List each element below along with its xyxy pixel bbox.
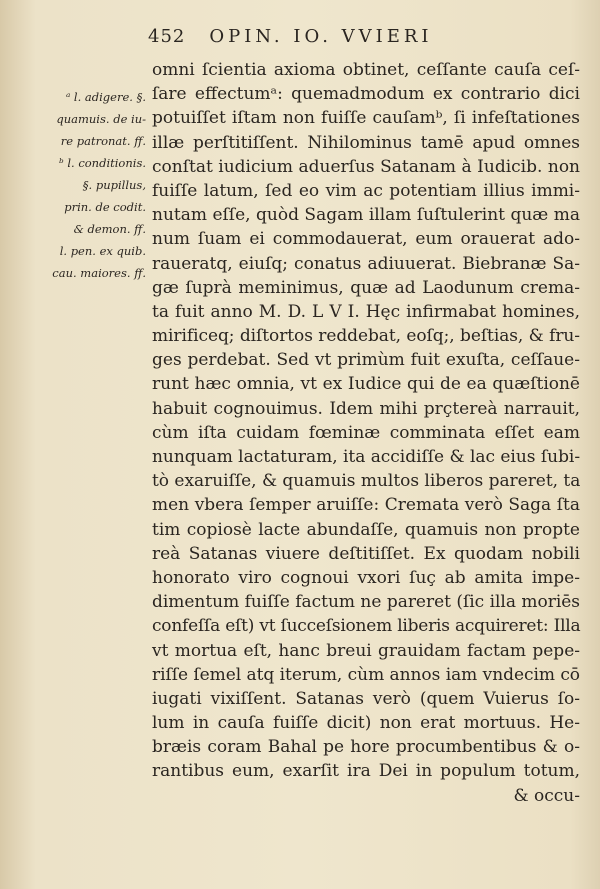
text-line: conſtat iudicium aduerſus Satanam à Iudicib. non (152, 156, 580, 177)
text-line: illæ perſtitiſſent. Nihilominus tamē apud omnes (152, 132, 580, 153)
page-number: 452 (148, 26, 186, 47)
text-line: mirificeq; diſtortos reddebat, eoſq;, beſtias, & fru- (152, 326, 580, 347)
text-line: confeſſa eſt) vt ſucceſsionem liberis acquireret: Illa (152, 616, 581, 637)
margin-note: ᵇ l. conditionis. (59, 156, 146, 170)
text-line: nutam eſſe, quòd Sagam illam ſuſtulerint quæ ma (152, 205, 580, 226)
text-line: nunquam lactaturam, ita accidiſſe & lac eius ſubi- (152, 447, 581, 467)
text-line: men vbera ſemper aruiſſe: Cremata verò Saga ſta (152, 495, 580, 516)
margin-note: l. pen. ex quib. (59, 244, 146, 258)
text-line: vt mortua eſt, hanc breui grauidam factam pepe- (152, 640, 580, 661)
margin-note: prin. de codit. (64, 200, 146, 214)
text-line: lum in cauſa fuiſſe dicit) non erat mortuus. He- (152, 713, 580, 734)
text-line: rantibus eum, exarſit ira Dei in populum totum, (152, 761, 580, 782)
text-line: tò exaruiſſe, & quamuis multos liberos pareret, ta (152, 471, 581, 492)
text-line: ges perdebat. Sed vt primùm fuit exuſta, ceſſaue- (152, 350, 580, 371)
text-line: raueratq, eiuſq; conatus adiuuerat. Biebranæ Sa- (152, 253, 580, 274)
margin-note: re patronat. ff. (60, 134, 146, 148)
text-line: riſſe ſemel atq iterum, cùm annos iam vndecim cō (152, 664, 580, 685)
text-line: num ſuam ei commodauerat, eum orauerat ado- (152, 229, 580, 250)
text-line: omni ſcientia axioma obtinet, ceſſante cauſa ceſ- (152, 60, 580, 80)
text-line: tim copiosè lacte abundaſſe, quamuis non propte (152, 519, 580, 540)
text-line: gæ ſuprà meminimus, quæ ad Laodunum crema- (152, 277, 580, 298)
catchword: & occu- (513, 785, 580, 806)
text-line: potuiſſet iſtam non fuiſſe cauſamᵇ, ſi infeſtationes (152, 108, 580, 129)
text-line: honorato viro cognoui vxori ſuç ab amita impe- (152, 567, 580, 588)
margin-note: & demon. ff. (73, 222, 146, 236)
margin-note: cau. maiores. ff. (52, 266, 146, 280)
margin-notes (8, 86, 146, 284)
text-line: habuit cognouimus. Idem mihi prçtereà narrauit, (152, 398, 580, 419)
text-line: ſare effectumᵃ: quemadmodum ex contrario dici (152, 84, 580, 105)
text-line: dimentum fuiſſe factum ne pareret (ſic illa moriēs (152, 592, 580, 613)
main-text (152, 58, 580, 808)
text-line: ta fuit anno M. D. L V I. Hęc infirmabat homines, (152, 301, 580, 322)
text-line: fuiſſe latum, ſed eo vim ac potentiam illius immi- (152, 180, 580, 201)
margin-note: ᵃ l. adigere. §. (65, 90, 146, 104)
running-title: OPIN. IO. VVIERI (209, 26, 433, 47)
margin-note: §. pupillus, (82, 178, 146, 192)
page-header (148, 26, 588, 47)
text-line: runt hæc omnia, vt ex Iudice qui de ea quæſtionē (152, 374, 580, 395)
margin-note: quamuis. de iu- (56, 112, 146, 126)
text-line: cùm iſta cuidam fœminæ comminata eſſet eam (152, 422, 580, 443)
text-line: bræis coram Bahal pe hore procumbentibus & o- (152, 737, 580, 758)
text-line: reà Satanas viuere deſtitiſſet. Ex quodam nobili (152, 543, 580, 564)
text-line: iugati vixiſſent. Satanas verò (quem Vuierus ſo- (152, 688, 580, 709)
